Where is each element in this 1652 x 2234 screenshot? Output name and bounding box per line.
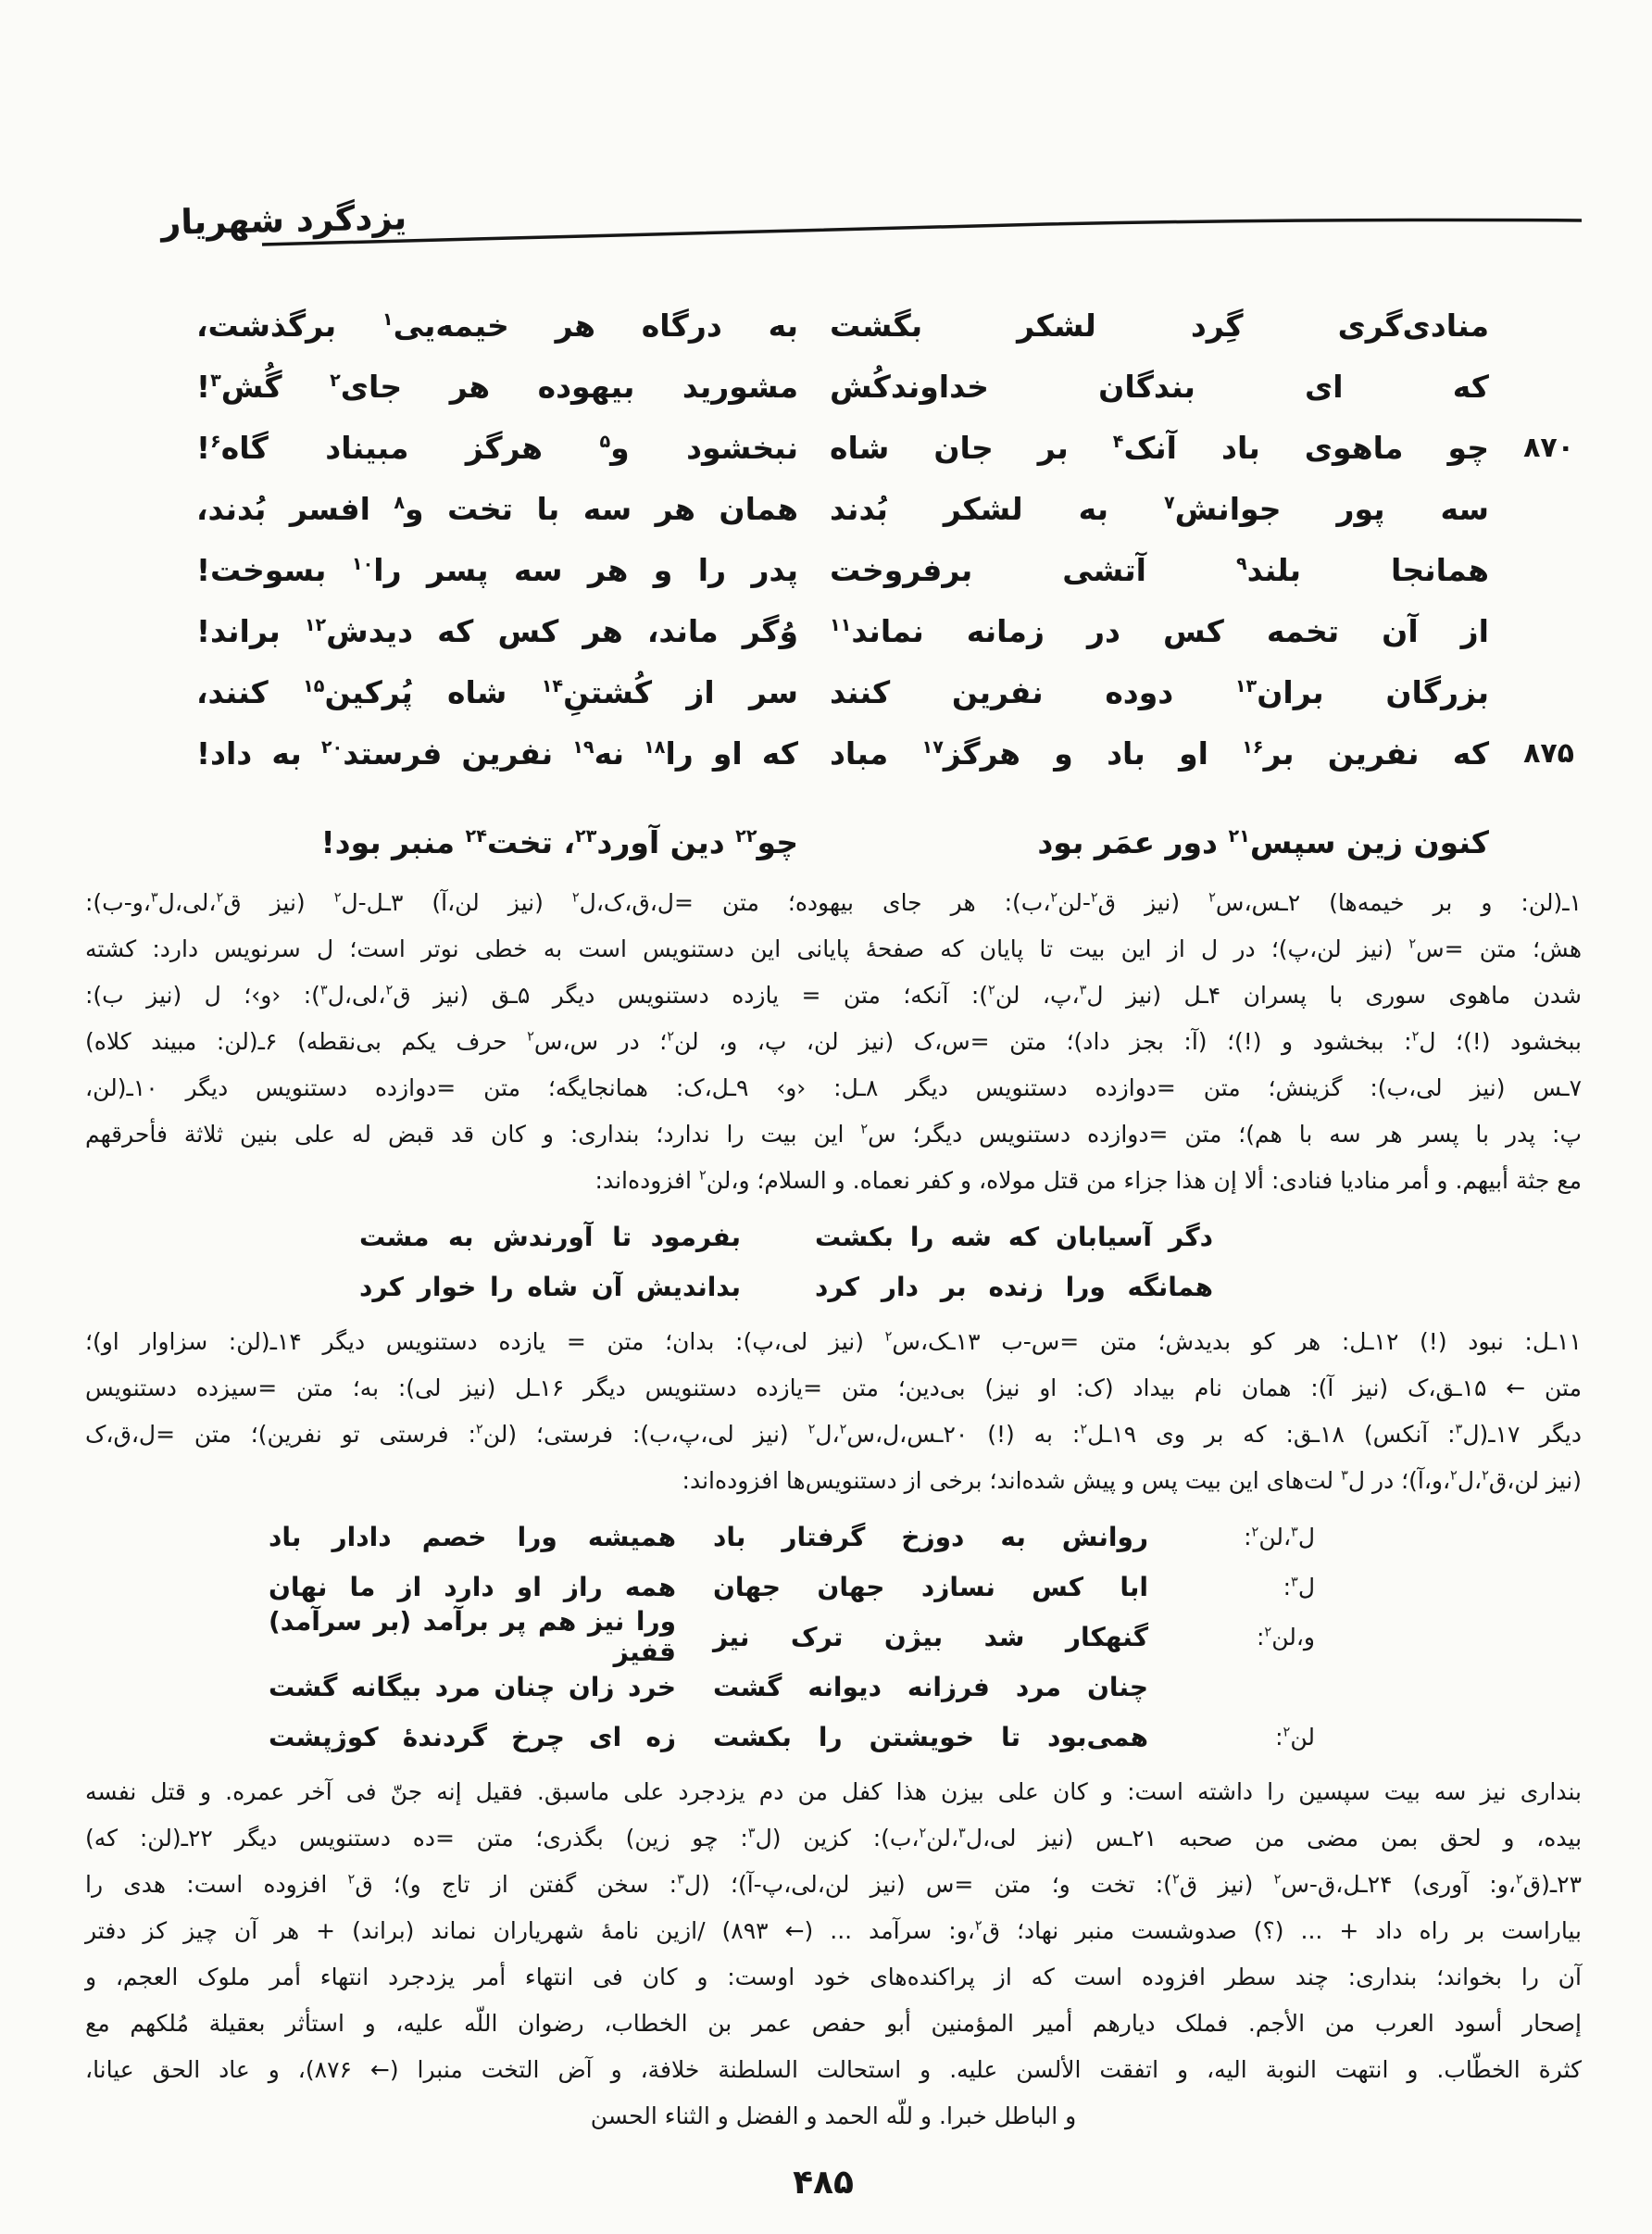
footnote-line: (نیز لن،ق$^۲$،ل$^۲$،و،آ)؛ در ل$^۳$ لت‌های این بیت پس و پیش شده‌اند؛ برخی از دستنویس‌ها افزوده‌اند: — [682, 1467, 1582, 1494]
footnote-line: ۱۱ـل: نبود (!) ۱۲ـل: هر کو بدیدش؛ متن =س-ب ۱۳ـک،س$^۲$ (نیز لی،پ): بدان؛ متن = یازده دستنویس دیگر ۱۴ـ(لن: سزاوار او)؛ — [85, 1328, 1582, 1355]
footnote-line: آن را بخواند؛ بنداری: چند سطر افزوده است که از پراکنده‌های خود اوست: و کان فی انتهاء أمر یزدجرد انتهاء أمر ملوک العجم، و — [85, 1964, 1582, 1990]
hemistich-right: کنون زین سپس$^{۲۱}$ دور عمَر بود — [1037, 823, 1489, 860]
variant-hemistich-left: همه راز او دارد از ما نهان — [269, 1571, 676, 1602]
quoted-verse-row — [359, 1211, 1213, 1261]
hemistich-left: چو$^{۲۲}$ دین آورد$^{۲۳}$، تخت$^{۲۴}$ منبر بود! — [320, 823, 798, 860]
footnotes — [85, 880, 1582, 2140]
verse-row — [78, 722, 1574, 784]
hemistich-right: بزرگان بران$^{۱۳}$ دوده نفرین کنند — [830, 673, 1489, 710]
footnote-line: دیگر ۱۷ـ(ل$^۳$: آنکس) ۱۸ـق: که بر وی ۱۹ـل$^۲$: به (!) ۲۰ـس،ل،س$^۲$،ل$^۲$ (نیز لی،پ،ب): فرستی؛ (لن$^۲$: فرستی تو نفرین)؛ متن =ل،ق،ک — [85, 1421, 1583, 1448]
manuscript-sigla: ل$^۳$،لن$^۲$: — [1244, 1523, 1315, 1550]
verse-row — [78, 356, 1574, 417]
quoted-verses-block — [359, 1211, 1213, 1312]
verse-number: ۸۷۰ — [1523, 431, 1574, 464]
footnote-line: ۱ـ(لن: و بر خیمه‌ها) ۲ـس،س$^۲$ (نیز ق$^۲$-لن$^۲$،ب): هر جای بیهوده؛ متن =ل،ق،ک،ل$^۲$ (نیز لن،آ) ۳ـل-ل$^۲$ (نیز ق$^۲$،لی،ل$^۳$،و-ب): — [85, 889, 1582, 916]
footnote-line: شدن ماهوی سوری با پسران ۴ـل (نیز ل$^۳$،پ، لن$^۲$): آنکه؛ متن = یازده دستنویس دیگر ۵ـق (نیز ق$^۲$،لی،ل$^۳$): ‹و›؛ ل (نیز ب): — [85, 982, 1583, 1009]
footnote-line: ۷ـس (نیز لی،ب): گزینش؛ متن =دوازده دستنویس دیگر ۸ـل: ‹و› ۹ـل،ک: همانجایگه؛ متن =دوازده دستنویس دیگر ۱۰ـ(لن، — [85, 1074, 1582, 1101]
variant-verse-row — [269, 1562, 1315, 1612]
verse-row — [78, 295, 1574, 356]
variant-hemistich-left: خرد زان چنان مرد بیگانه گشت — [269, 1671, 676, 1702]
quoted-hemistich-right: دگر آسیابان که شه را بکشت — [815, 1221, 1213, 1252]
apparatus-paragraph-2 — [85, 1319, 1582, 1504]
variant-hemistich-right: همی‌بود تا خویشتن را بکشت — [713, 1721, 1148, 1752]
hemistich-right: که ای بندگان خداوندکُش — [830, 368, 1489, 405]
page-number: ۴۸۵ — [793, 2164, 854, 2202]
footnote-line: إصحار أسود العرب من الأجم. فملک دیارهم أمیر المؤمنین أبو حفص عمر بن الخطاب، رضوان اللّه علیه، و استأثر بعقیلة مُلکهم مع — [85, 2010, 1582, 2037]
hemistich-left: وُگر ماند، هر کس که دیدش$^{۱۲}$ براند! — [196, 612, 798, 649]
hemistich-right: که نفرین بر$^{۱۶}$ او باد و هرگز$^{۱۷}$ مباد — [830, 734, 1490, 772]
manuscript-sigla: ل$^۳$: — [1283, 1573, 1315, 1600]
variant-hemistich-left: همیشه ورا خصم دادار باد — [269, 1521, 676, 1552]
hemistich-right: سه پور جوانش$^۷$ به لشکر بُدند — [830, 490, 1489, 527]
hemistich-left: همان هر سه با تخت و$^۸$ افسر بُدند، — [196, 490, 798, 527]
running-head-title: یزدگرد شهریار — [160, 197, 407, 243]
variant-hemistich-right: گنهکار شد بیژن ترک نیز — [713, 1621, 1148, 1652]
verse-row — [78, 600, 1574, 661]
variant-verse-row — [269, 1512, 1315, 1562]
footnote-line: بیده، و لحق بمن مضی من صحبه ۲۱ـس (نیز لی،ل$^۳$،لن$^۲$،ب): کزین (ل$^۳$: چو زین) بگذری؛ متن =ده دستنویس دیگر ۲۲ـ(لن: که) — [85, 1825, 1583, 1851]
variant-hemistich-right: روانش به دوزخ گرفتار باد — [713, 1521, 1148, 1552]
hemistich-left: سر از کُشتنِ$^{۱۴}$ شاه پُرکین$^{۱۵}$ کنند، — [196, 673, 798, 710]
footnote-line: کثرة الخطّاب. و انتهت النوبة الیه، و اتفقت الألسن علیه. و استحالت السلطنة خلافة، و آض التخت منبرا (← ۸۷۶)، و عاد الحق عیانا، — [85, 2056, 1583, 2083]
variant-verse-row — [269, 1712, 1315, 1762]
footnote-line: ۲۳ـ(ق$^۲$،و: آوری) ۲۴ـل،ق-س$^۲$ (نیز ق$^۲$): تخت و؛ متن =س (نیز لن،لی،پ-آ)؛ (ل$^۳$: سخن گفتن از تاج و)؛ ق$^۲$ افزوده است: هدی را — [85, 1871, 1583, 1898]
apparatus-paragraph-1 — [85, 880, 1582, 1204]
variant-hemistich-right: ابا کس نسازد جهان جهان — [713, 1571, 1148, 1602]
verse-row — [78, 417, 1574, 478]
hemistich-right: از آن تخمه کس در زمانه نماند$^{۱۱}$ — [830, 612, 1489, 649]
footnote-line: و الباطل خبرا. و للّه الحمد و الفضل و الثناء الحسن — [590, 2102, 1077, 2129]
footnote-line: مع جثة أبیهم. و أمر منادیا فنادی: ألا إن هذا جزاء من قتل مولاه، و کفر نعماه. و السلام؛ و،لن$^۲$ افزوده‌اند: — [594, 1167, 1582, 1194]
variant-verses-block — [269, 1512, 1315, 1762]
variant-hemistich-left: زه ای چرخ گردندۀ کوژپشت — [269, 1721, 676, 1752]
hemistich-right: همانجا بلند$^۹$ آتشی برفروخت — [830, 551, 1489, 588]
quoted-hemistich-left: بداندیش آن شاه را خوار کرد — [359, 1271, 741, 1302]
variant-hemistich-right: چنان مرد فرزانه دیوانه گشت — [713, 1671, 1148, 1702]
hemistich-right: چو ماهوی باد آنک$^۴$ بر جان شاه — [830, 429, 1489, 466]
footnote-line: ببخشود (!)؛ ل$^۲$: ببخشود و (!)؛ (آ: بجز داد)؛ متن =س،ک (نیز لن، پ، و، لن$^۲$؛ در س،س$^۲$ حرف یکم بی‌نقطه) ۶ـ(لن: مبیند کلاه) — [85, 1028, 1583, 1055]
quoted-hemistich-left: بفرمود تا آورندش به مشت — [359, 1221, 741, 1252]
hemistich-left: که او را$^{۱۸}$ نه$^{۱۹}$ نفرین فرستد$^{۲۰}$ به داد! — [196, 734, 798, 772]
quoted-hemistich-right: همانگه ورا زنده بر دار کرد — [815, 1271, 1213, 1302]
manuscript-sigla: لن$^۲$: — [1275, 1723, 1315, 1751]
verse-row — [78, 478, 1574, 539]
footnote-line: پ: پدر با پسر هر سه با هم)؛ متن =دوازده دستنویس دیگر؛ س$^۲$ این بیت را ندارد؛ بنداری: و کان قد قبض له علی بنین ثلاثة فأحرقهم — [85, 1121, 1582, 1148]
manuscript-sigla: و،لن$^۲$: — [1256, 1623, 1315, 1650]
footnote-line: بنداری نیز سه بیت سپسین را داشته است: و کان علی بیزن هذا کفل من دم یزدجرد علی ماسبق. فقیل إنه جنّ فی آخر عمره. و قتل نفسه — [85, 1778, 1582, 1805]
variant-hemistich-left: ورا نیز هم پر برآمد (بر سرآمد) قفیز — [269, 1606, 676, 1667]
verse-number: ۸۷۵ — [1523, 736, 1574, 770]
hemistich-left: مشورید بیهوده هر جای$^۲$ گُش$^۳$! — [196, 368, 799, 405]
verse-row — [78, 811, 1574, 872]
hemistich-right: منادی‌گری گِرد لشکر بگشت — [830, 307, 1489, 344]
footnote-line: متن ← ۱۵ـق،ک (نیز آ): همان نام بیداد (ک: او نیز) بی‌دین؛ متن =یازده دستنویس دیگر ۱۶ـل (نیز لی): به؛ متن =سیزده دستنویس — [85, 1374, 1582, 1401]
hemistich-left: به درگاه هر خیمه‌یی$^۱$ برگذشت، — [196, 307, 798, 344]
poem — [78, 295, 1574, 872]
variant-verse-row — [269, 1606, 1315, 1667]
verse-row — [78, 539, 1574, 600]
footnote-line: بیاراست بر راه داد + ... (؟) صدوشست منبر نهاد؛ ق$^۲$،و: سرآمد ... (← ۸۹۳) /ازین نامۀ شهریاران نماند (براند) + هر آن چیز کز دفتر — [85, 1917, 1582, 1944]
verse-row — [78, 661, 1574, 722]
quoted-verse-row — [359, 1261, 1213, 1312]
apparatus-paragraph-3 — [85, 1769, 1582, 2140]
hemistich-left: نبخشود و$^۵$ هرگز مبیناد گاه$^۶$! — [196, 429, 798, 466]
hemistich-left: پدر را و هر سه پسر را$^{۱۰}$ بسوخت! — [196, 551, 799, 588]
variant-verse-row — [269, 1662, 1315, 1712]
footnote-line: هش؛ متن =س$^۲$ (نیز لن،پ)؛ در ل از این بیت تا پایان که صفحۀ پایانی این دستنویس است به خطی نوتر است؛ ل سرنویس دارد: کشته — [85, 935, 1582, 962]
